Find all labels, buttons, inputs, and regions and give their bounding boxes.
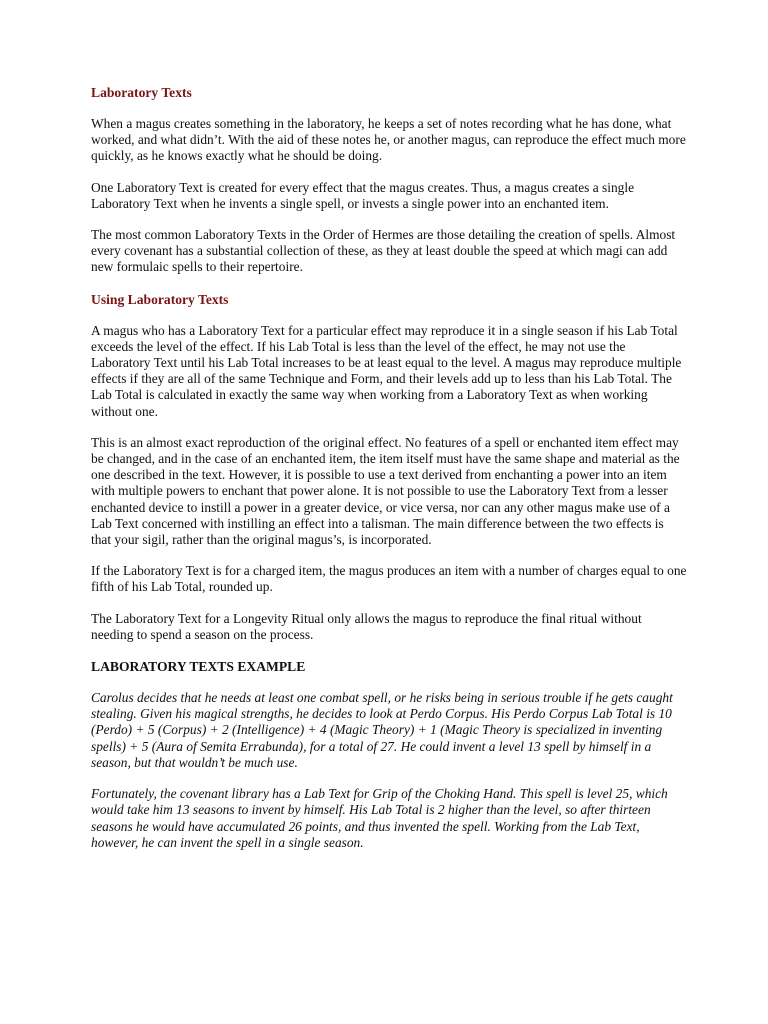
paragraph: A magus who has a Laboratory Text for a particular effect may reproduce it in a single season if his Lab Total exceeds the level of the effect. If his Lab Total is less than the level of the effect, he may not use the Laboratory Text until his Lab Total increases to be at least equal to the level. A magus may reproduce multiple effects if they are all of the same Technique and Form, and their levels add up to less than his Lab Total. The Lab Total is calculated in exactly the same way when working from a Laboratory Text as when working without one. [91,322,682,419]
paragraph: This is an almost exact reproduction of the original effect. No features of a spell or enchanted item effect may be changed, and in the case of an enchanted item, the item itself must have the same shape and material as the one described in the text. However, it is possible to use a text derived from enchanting a power into an item with multiple powers to enchant that power alone. It is not possible to use the Laboratory Text from a lesser enchanted device to instill a power in a greater device, or vice versa, nor can any other magus make use of a Lab Text concerned with instilling an effect into a talisman. The main difference between the two effects is that your sigil, rather than the original magus’s, is incorporated. [91,434,680,548]
paragraph: One Laboratory Text is created for every effect that the magus creates. Thus, a magus creates a single Laboratory Text when he invents a single spell, or invests a single power into an enchanted item. [91,179,635,211]
example-paragraph: Carolus decides that he needs at least one combat spell, or he risks being in serious trouble if he gets caught stealing. Given his magical strengths, he decides to look at Perdo Corpus. His Perdo Corpus Lab Total is 10 (Perdo) + 5 (Corpus) + 2 (Intelligence) + 4 (Magic Theory) + 1 (Magic Theory is specialized in inventing spells) + 5 (Aura of Semita Errabunda), for a total of 27. He could invent a level 13 spell by himself in a season, but that wouldn’t be much use. [91,690,673,770]
document-page [91,84,687,866]
section-title-using-laboratory-texts: Using Laboratory Texts [91,291,229,307]
paragraph: The most common Laboratory Texts in the Order of Hermes are those detailing the creation of spells. Almost every covenant has a substantial collection of these, as they at least double the speed at which magi can add new formulaic spells to their repertoire. [91,227,676,275]
section-title-laboratory-texts: Laboratory Texts [91,85,192,100]
example-paragraph: Fortunately, the covenant library has a Lab Text for Grip of the Choking Hand. This spell is level 25, which would take him 13 seasons to invent by himself. His Lab Total is 2 higher than the level, so after thirteen seasons he would have accumulated 26 points, and thus invented the spell. Working from the Lab Text, however, he can invent the spell in a single season. [91,786,668,850]
paragraph: The Laboratory Text for a Longevity Ritual only allows the magus to reproduce the final ritual without needing to spend a season on the process. [91,610,642,642]
section-title-example: LABORATORY TEXTS EXAMPLE [91,659,306,675]
paragraph: When a magus creates something in the laboratory, he keeps a set of notes recording what he has done, what worked, and what didn’t. With the aid of these notes he, or another magus, can reproduce the effect much more quickly, as he knows exactly what he should be doing. [91,116,686,164]
paragraph: If the Laboratory Text is for a charged item, the magus produces an item with a number of charges equal to one fifth of his Lab Total, rounded up. [91,563,687,595]
